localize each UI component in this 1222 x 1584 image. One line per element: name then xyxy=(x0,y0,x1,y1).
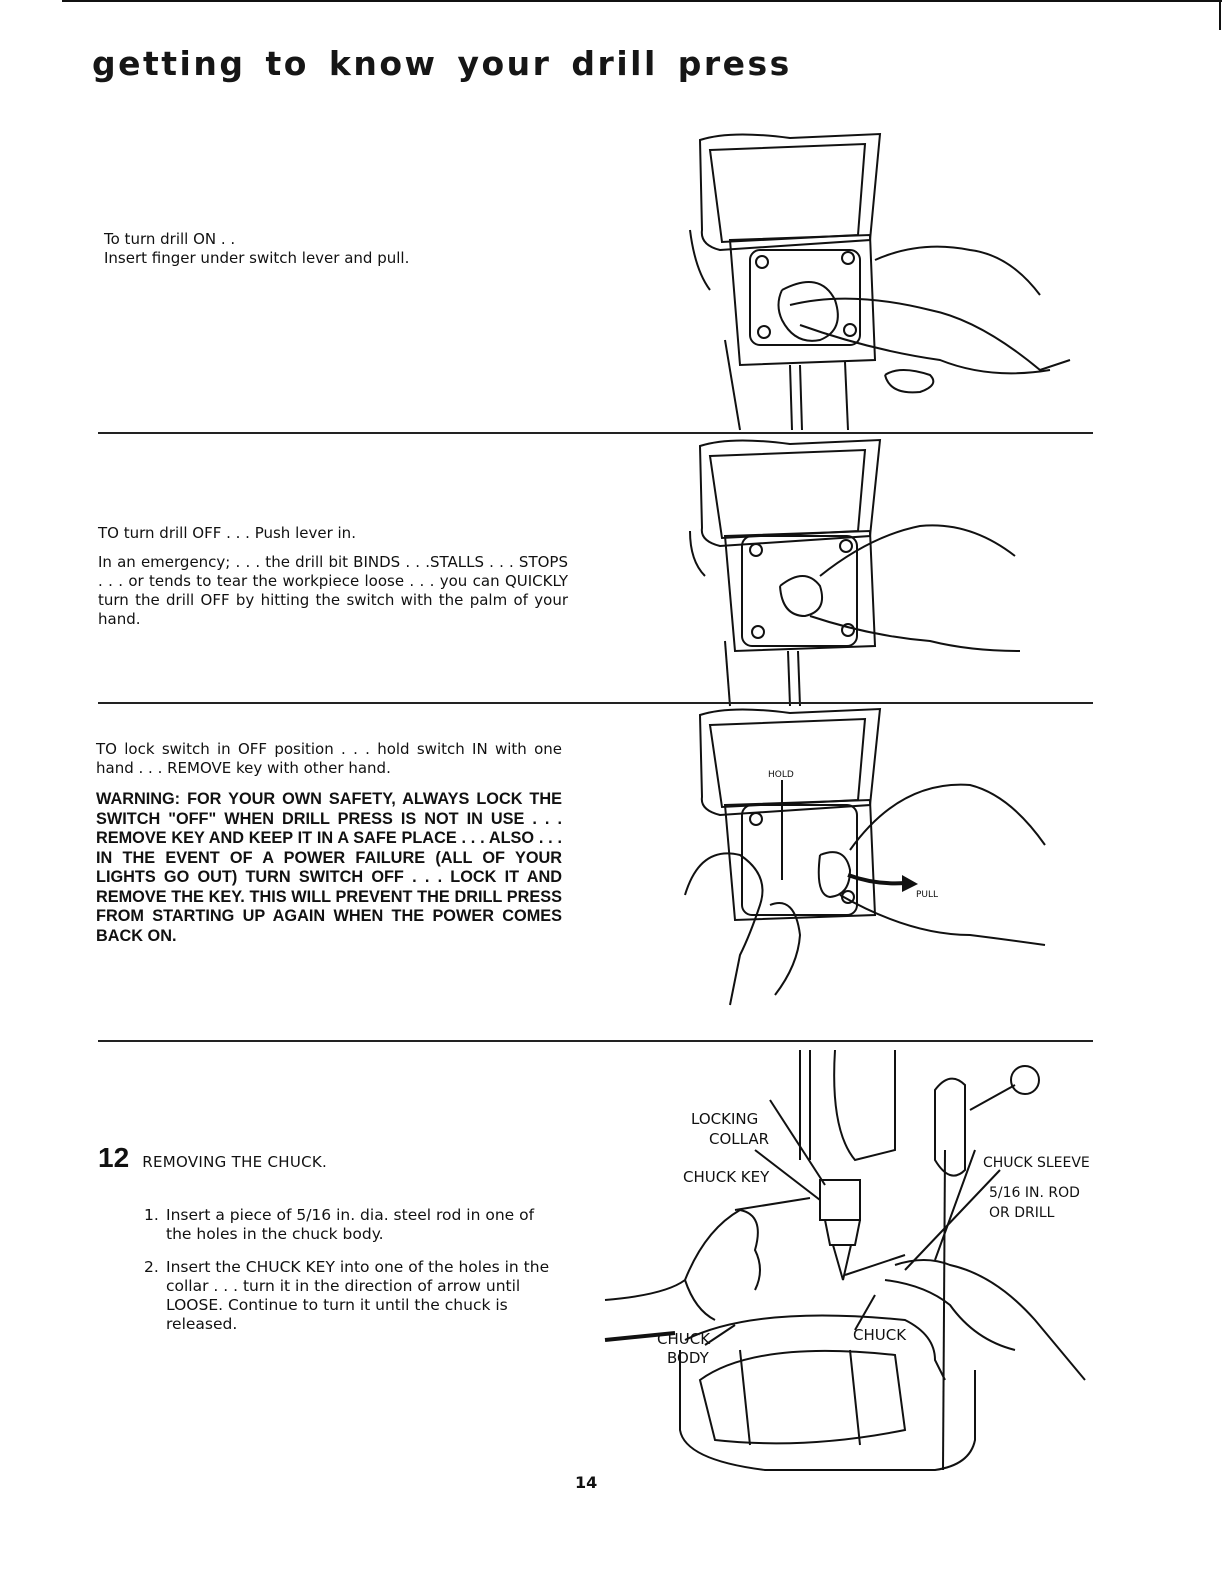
step-num: 1. xyxy=(144,1206,159,1224)
section-divider xyxy=(98,1040,1093,1042)
step-text: Insert a piece of 5/16 in. dia. steel rod in one of the holes in the chuck body. xyxy=(166,1206,535,1243)
pull-label: PULL xyxy=(916,890,939,900)
turn-off-instructions xyxy=(98,524,568,629)
switch-lock-illustration xyxy=(670,705,1090,1015)
chuck-body-label-line1: CHUCK xyxy=(657,1330,711,1348)
chuck-sleeve-label: CHUCK SLEEVE xyxy=(983,1155,1090,1171)
rod-label-line2: OR DRILL xyxy=(989,1205,1055,1221)
emergency-text: In an emergency; . . . the drill bit BINDS . . .STALLS . . . STOPS . . . or tends to tear the workpiece loose . . . you can QUICKLY turn the drill OFF by hitting the switch with the palm of your hand. xyxy=(98,553,568,628)
lock-switch-instructions xyxy=(96,740,562,946)
step-title: REMOVING THE CHUCK. xyxy=(142,1153,328,1171)
step-12-heading xyxy=(98,1142,327,1174)
list-item xyxy=(144,1258,560,1334)
switch-on-illustration xyxy=(670,130,1080,430)
turn-on-line: To turn drill ON . . xyxy=(104,230,236,248)
step-text: Insert the CHUCK KEY into one of the holes in the collar . . . turn it in the direction of arrow until LOOSE. Continue to turn it until the chuck is released. xyxy=(166,1258,550,1333)
turn-off-line: TO turn drill OFF . . . Push lever in. xyxy=(98,524,356,542)
lock-switch-text: TO lock switch in OFF position . . . hold switch IN with one hand . . . REMOVE key with other hand. xyxy=(96,740,562,777)
turn-on-detail: Insert finger under switch lever and pull. xyxy=(104,249,410,267)
list-item xyxy=(144,1206,560,1244)
rod-label-line1: 5/16 IN. ROD xyxy=(989,1185,1080,1201)
turn-on-instructions xyxy=(104,230,574,268)
section-divider xyxy=(98,702,1093,704)
page-title: getting to know your drill press xyxy=(92,44,792,83)
locking-label: LOCKING xyxy=(691,1110,759,1128)
chuck-removal-steps xyxy=(144,1206,560,1348)
step-num: 2. xyxy=(144,1258,159,1276)
collar-label: COLLAR xyxy=(709,1130,770,1148)
safety-warning: WARNING: FOR YOUR OWN SAFETY, ALWAYS LOCK THE SWITCH "OFF" WHEN DRILL PRESS IS NOT IN USE . . . REMOVE KEY AND KEEP IT IN A SAFE PLACE . . . ALSO . . . IN THE EVENT OF A POWER FAILURE (ALL OF YOUR LIGHTS GO OUT) TURN SWITCH OFF . . . LOCK IT AND REMOVE THE KEY. THIS WILL PREVENT THE DRILL PRESS FROM STARTING UP AGAIN WHEN THE POWER COMES BACK ON. xyxy=(96,790,562,945)
chuck-body-label-line2: BODY xyxy=(667,1349,709,1367)
chuck-label: CHUCK xyxy=(853,1326,907,1344)
section-divider xyxy=(98,432,1093,434)
page-number: 14 xyxy=(575,1473,598,1492)
chuck-key-label: CHUCK KEY xyxy=(683,1168,770,1186)
chuck-removal-illustration xyxy=(605,1050,1105,1480)
top-border-rule xyxy=(62,0,1222,2)
right-border-rule xyxy=(1219,0,1221,30)
hold-label: HOLD xyxy=(768,770,794,780)
step-number: 12 xyxy=(98,1142,130,1173)
switch-off-illustration xyxy=(670,436,1080,706)
